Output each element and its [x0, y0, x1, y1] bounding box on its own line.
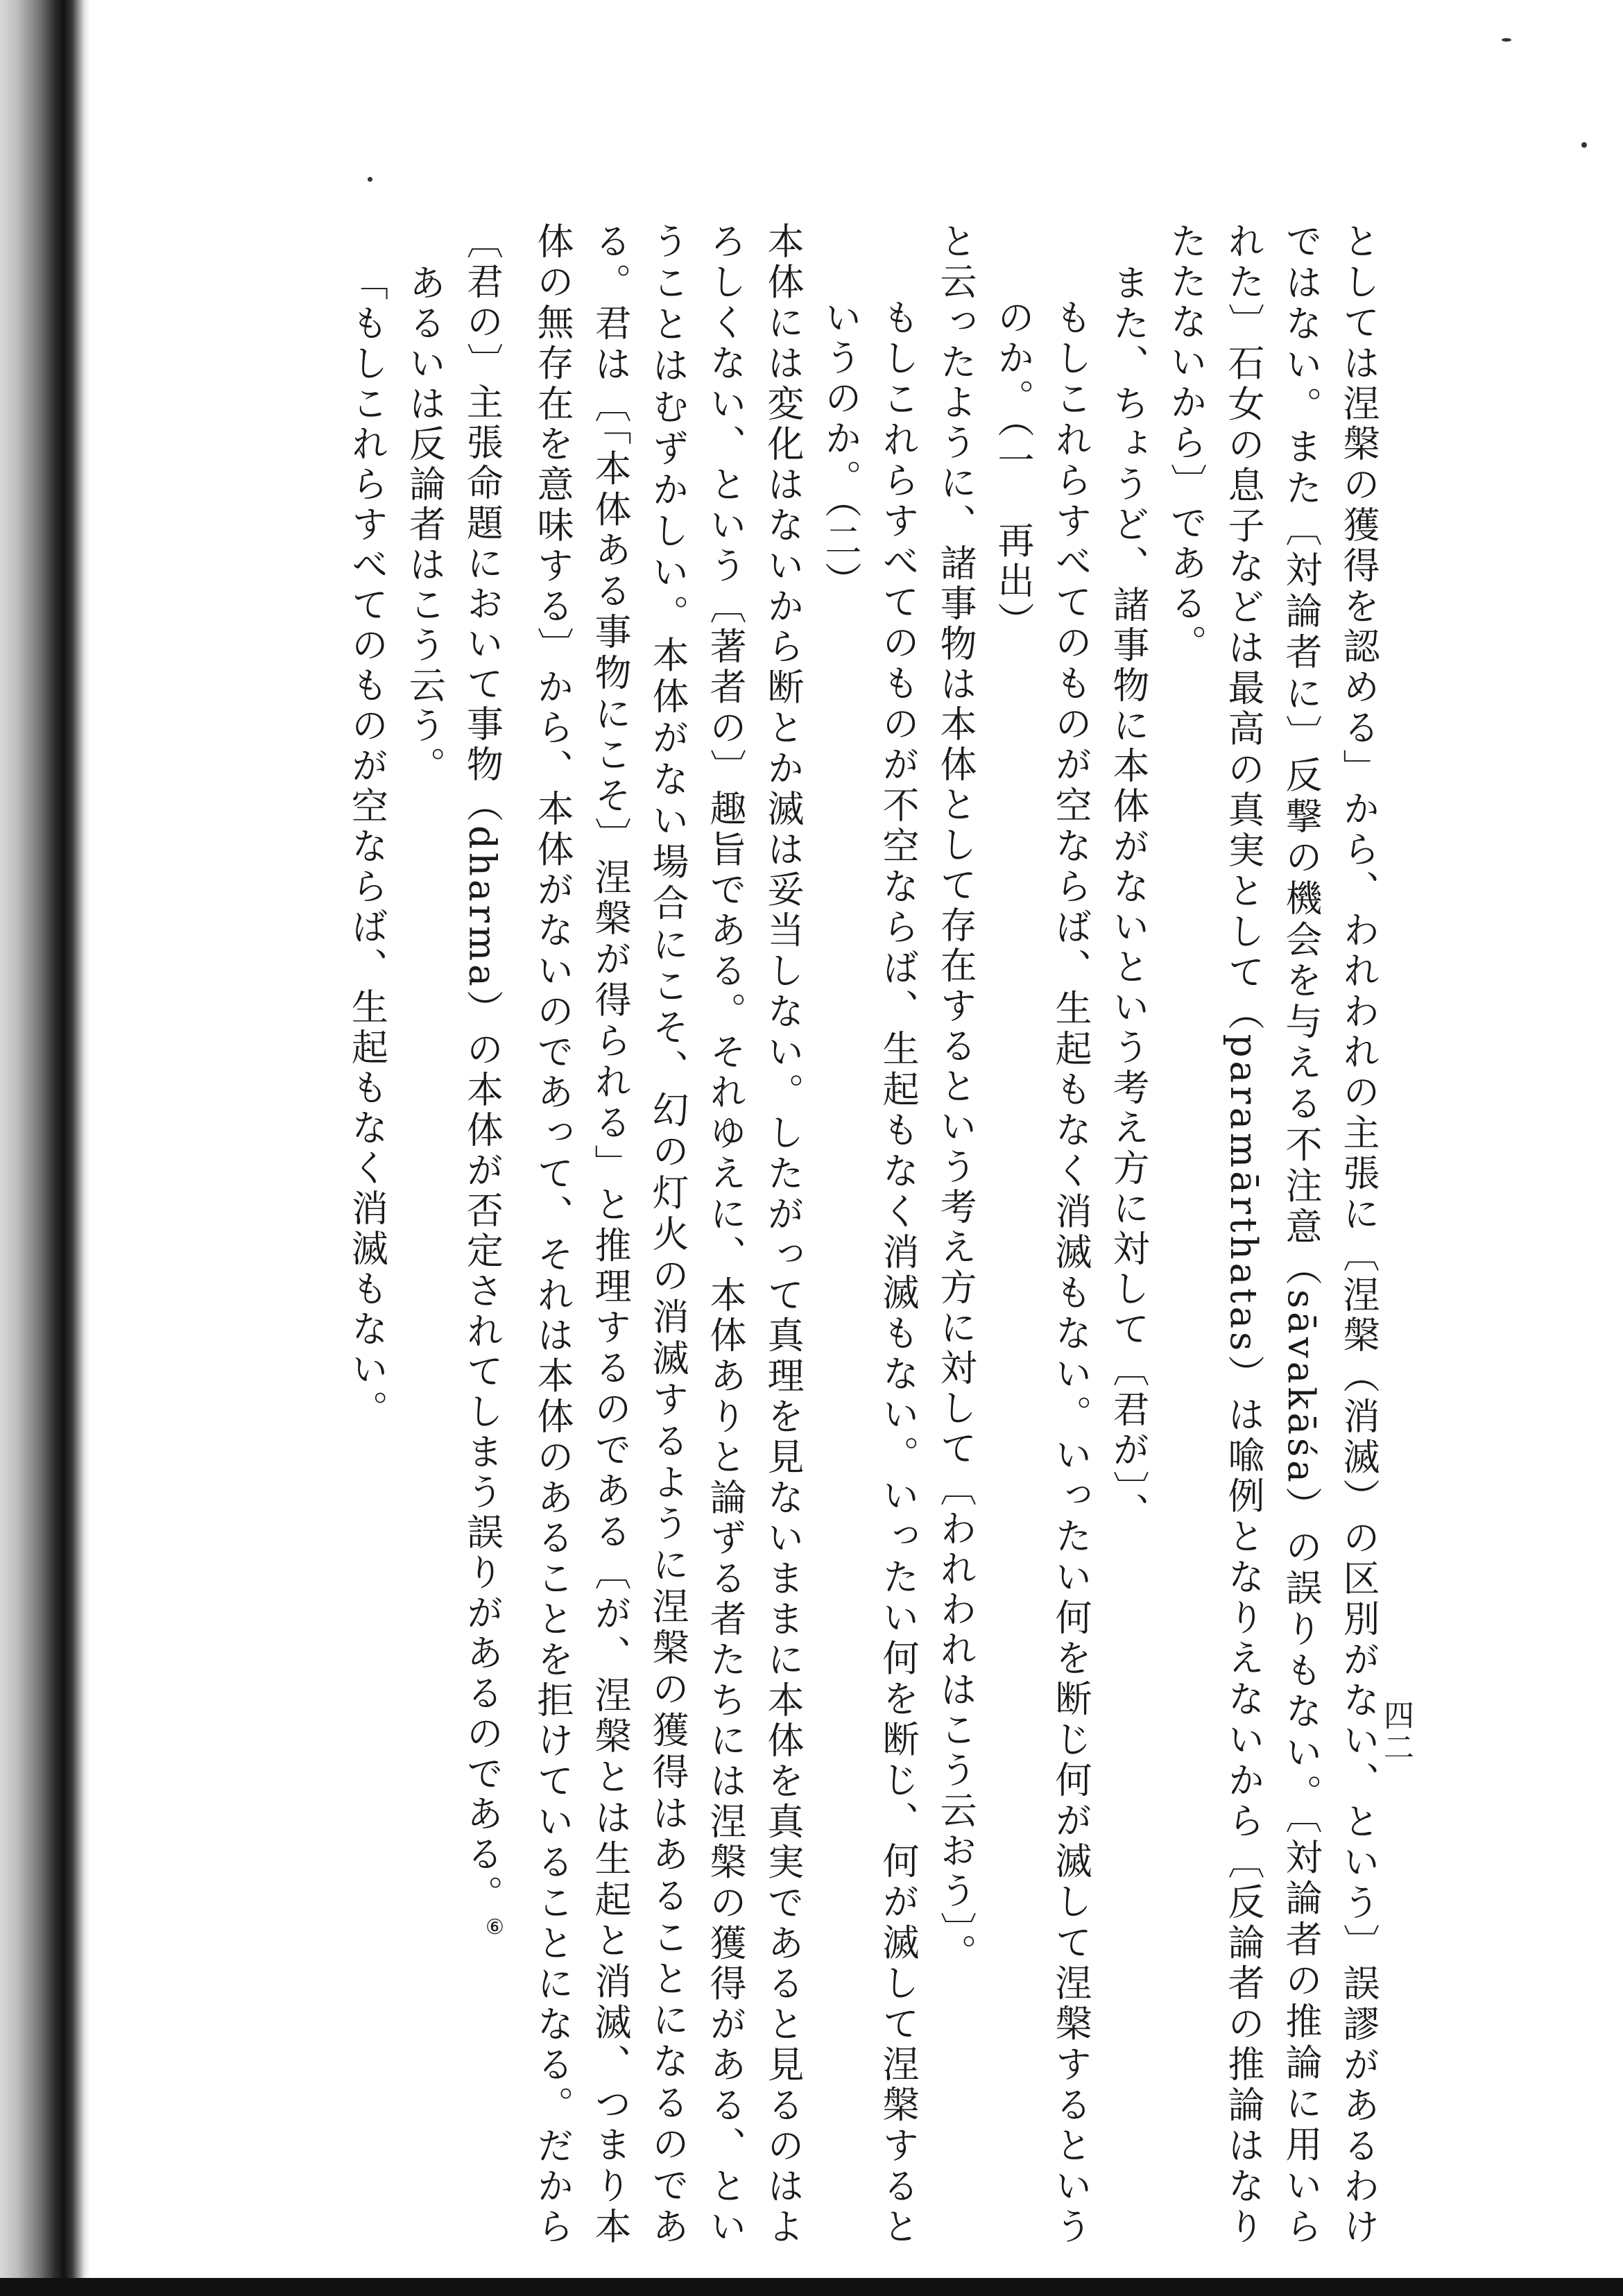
paragraph-text: また、ちょうど、諸事物に本体がないという考え方に対して〔君が〕、 — [1107, 264, 1149, 1533]
paragraph-text: と云ったように、諸事物は本体として存在するという考え方に対して〔われわれはこう云おう〕。 — [934, 222, 977, 1974]
vertical-text-body — [208, 222, 1387, 2247]
paragraph-text: あるいは反論者はこう云う。 — [403, 264, 446, 787]
paragraph — [395, 222, 453, 2247]
verse-text: もしこれらすべてのものが空ならば、生起もなく消滅もない。いったい何を断じ何が滅して涅槃するというのか。（一 再出） — [992, 298, 1092, 2247]
paragraph-text: としては涅槃の獲得を認める」から、われわれの主張に〔涅槃（消滅）の区別がない、という〕誤謬があるわけではない。また〔対論者に〕反撃の機会を与える不注意（sāvakāśa）の誤りもない。〔対論者の推論に用いられた〕石女の息子などは最高の真実として（paramārthatas）は喩例となりえないから〔反論者の推論はなりたたないから〕である。 — [1165, 222, 1380, 2247]
verse-paragraph — [812, 222, 927, 2247]
page-bottom-edge — [0, 2278, 1623, 2296]
paragraph-text: 本体には変化はないから断とか滅は妥当しない。したがって真理を見ないままに本体を真実であると見るのはよろしくない、という〔著者の〕趣旨である。それゆえに、本体ありと論ずる者たちには涅槃の獲得がある、ということはむずかしい。本体がない場合にこそ、幻の灯火の消滅するように涅槃の獲得はあることになるのである。君は〔「本体ある事物にこそ〕涅槃が得られる」と推理するのである〔が、涅槃とは生起と消滅、つまり本体の無存在を意味する〕から、本体がないのであって、それは本体のあることを拒けていることになる。だから〔君の〕主張命題において事物（dharma）の本体が否定されてしまう誤りがあるのである。 — [461, 222, 804, 2247]
verse-text: もしこれらすべてのものが不空ならば、生起もなく消滅もない。いったい何を断じ、何が滅して涅槃するというのか。（二） — [819, 298, 919, 2247]
quote-paragraph — [338, 222, 395, 2247]
scan-speck — [1581, 142, 1587, 148]
paragraph — [453, 222, 812, 2247]
scan-speck — [1502, 38, 1511, 42]
paragraph — [927, 222, 984, 2247]
paragraph — [1157, 222, 1387, 2247]
scan-speck — [368, 177, 372, 182]
paragraph — [1099, 222, 1157, 2247]
page-number: 四二 — [1378, 1699, 1414, 1763]
quote-text: 「もしこれらすべてのものが空ならば、生起もなく消滅もない。 — [345, 264, 388, 1430]
book-binding-shadow — [0, 0, 90, 2296]
verse-paragraph — [984, 222, 1099, 2247]
footnote-marker: ⑥ — [483, 1914, 507, 1943]
